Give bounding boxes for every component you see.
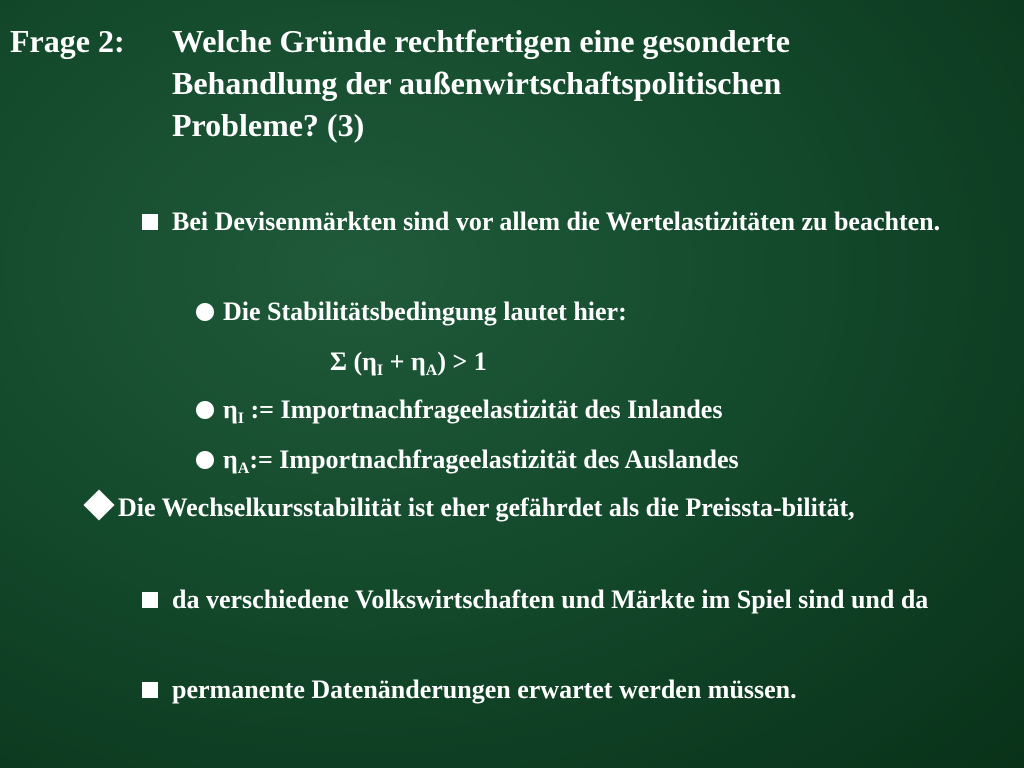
- bullet-stabilitaetsbedingung-text: Die Stabilitätsbedingung lautet hier:: [223, 297, 627, 326]
- eta-a-text: := Importnachfrageelastizität des Auslandes: [249, 445, 739, 474]
- square-bullet-icon: [142, 202, 172, 242]
- bullet-volkswirtschaften-text: da verschiedene Volkswirtschaften und Märkte im Spiel sind und da: [172, 585, 929, 614]
- bullet-stabilitaetsbedingung: [196, 292, 1012, 333]
- formula-prefix: Σ (η: [330, 347, 377, 376]
- round-bullet-icon: [196, 390, 223, 431]
- title-line-2: Behandlung der außenwirtschaftspolitischen: [172, 65, 782, 101]
- title-line-1: Welche Gründe rechtfertigen eine gesonderte: [172, 23, 790, 59]
- bullet-devisenmaerkte: [142, 202, 1012, 242]
- title-prefix: Frage 2:: [10, 23, 125, 59]
- eta-i-symbol: η: [223, 395, 238, 424]
- formula-sub-i: I: [376, 362, 384, 379]
- bullet-wechselkurs-text: Die Wechselkursstabilität ist eher gefährdet als die Preissta-bilität,: [118, 493, 855, 522]
- formula-sub-a: A: [425, 362, 438, 379]
- slide-title: [10, 20, 1010, 146]
- stability-formula: [330, 342, 730, 382]
- bullet-devisenmaerkte-text: Bei Devisenmärkten sind vor allem die Wertelastizitäten zu beachten.: [172, 207, 941, 236]
- formula-mid: + η: [383, 347, 426, 376]
- square-bullet-icon: [142, 580, 172, 620]
- eta-a-sub: A: [237, 460, 250, 477]
- square-bullet-icon: [142, 670, 172, 710]
- bullet-wechselkurs: [82, 488, 1012, 528]
- round-bullet-icon: [196, 440, 223, 481]
- eta-i-text: := Importnachfrageelastizität des Inlandes: [244, 395, 723, 424]
- round-bullet-icon: [196, 292, 223, 333]
- bullet-datenaenderungen: [142, 670, 1012, 710]
- bullet-datenaenderungen-text: permanente Datenänderungen erwartet werden müssen.: [172, 675, 797, 704]
- eta-a-symbol: η: [223, 445, 238, 474]
- bullet-eta-a: [196, 440, 1012, 481]
- bullet-volkswirtschaften: [142, 580, 1012, 620]
- bullet-eta-i: [196, 390, 1012, 431]
- formula-suffix: ) > 1: [437, 347, 487, 376]
- diamond-bullet-icon: [82, 488, 118, 528]
- eta-i-sub: I: [237, 410, 244, 427]
- title-line-3: Probleme? (3): [172, 107, 365, 143]
